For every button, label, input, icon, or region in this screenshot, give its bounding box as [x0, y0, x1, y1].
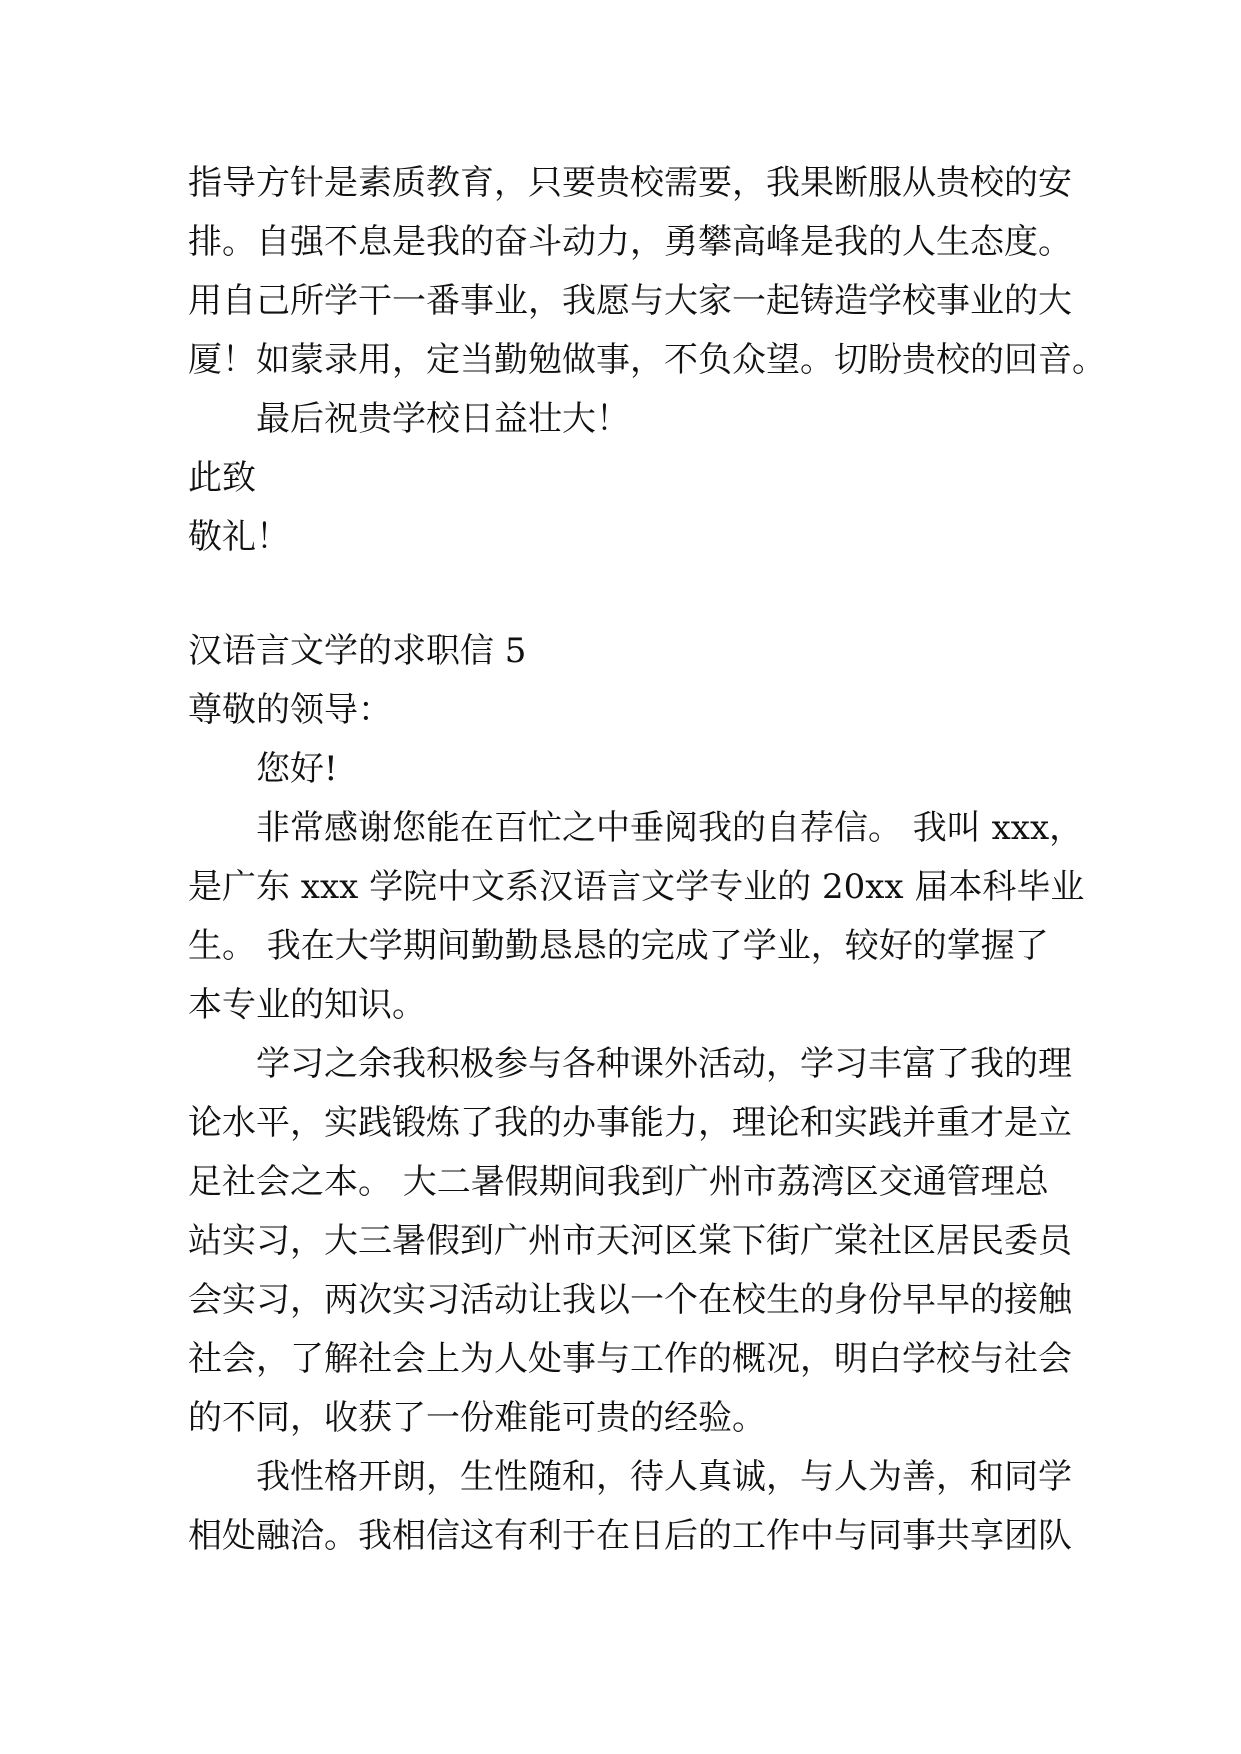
- body-line-3: 生。 我在大学期间勤勤恳恳的完成了学业，较好的掌握了: [188, 926, 1049, 966]
- body-line-8: 站实习，大三暑假到广州市天河区棠下街广棠社区居民委员: [188, 1221, 1072, 1261]
- body-line-6: 论水平，实践锻炼了我的办事能力，理论和实践并重才是立: [188, 1103, 1072, 1143]
- text-line-2: 排。自强不息是我的奋斗动力，勇攀高峰是我的人生态度。: [188, 222, 1072, 262]
- text-line-3: 用自己所学干一番事业，我愿与大家一起铸造学校事业的大: [188, 281, 1072, 321]
- salutation-line-1: 此致: [188, 458, 256, 498]
- body-line-5: 学习之余我积极参与各种课外活动，学习丰富了我的理: [256, 1044, 1072, 1084]
- text-line-4: 厦！如蒙录用，定当勤勉做事，不负众望。切盼贵校的回音。: [188, 340, 1106, 380]
- salutation-line-2: 敬礼！: [188, 517, 290, 557]
- body-line-2: 是广东 xxx 学院中文系汉语言文学专业的 20xx 届本科毕业: [188, 867, 1085, 907]
- closing-wish-line: 最后祝贵学校日益壮大！: [256, 399, 630, 439]
- greeting-line: 您好!: [256, 749, 338, 789]
- body-line-10: 社会，了解社会上为人处事与工作的概况，明白学校与社会: [188, 1339, 1072, 1379]
- body-line-13: 相处融洽。我相信这有利于在日后的工作中与同事共享团队: [188, 1516, 1072, 1556]
- text-line-1: 指导方针是素质教育，只要贵校需要，我果断服从贵校的安: [188, 163, 1072, 203]
- body-line-7: 足社会之本。 大二暑假期间我到广州市荔湾区交通管理总: [188, 1162, 1049, 1202]
- section-title: 汉语言文学的求职信 5: [188, 631, 527, 671]
- body-line-12: 我性格开朗，生性随和，待人真诚，与人为善，和同学: [256, 1457, 1072, 1497]
- body-line-1: 非常感谢您能在百忙之中垂阅我的自荐信。 我叫 xxx，: [256, 808, 1084, 848]
- body-line-4: 本专业的知识。: [188, 985, 426, 1025]
- recipient-line: 尊敬的领导：: [188, 690, 392, 730]
- body-line-11: 的不同，收获了一份难能可贵的经验。: [188, 1398, 766, 1438]
- body-line-9: 会实习，两次实习活动让我以一个在校生的身份早早的接触: [188, 1280, 1072, 1320]
